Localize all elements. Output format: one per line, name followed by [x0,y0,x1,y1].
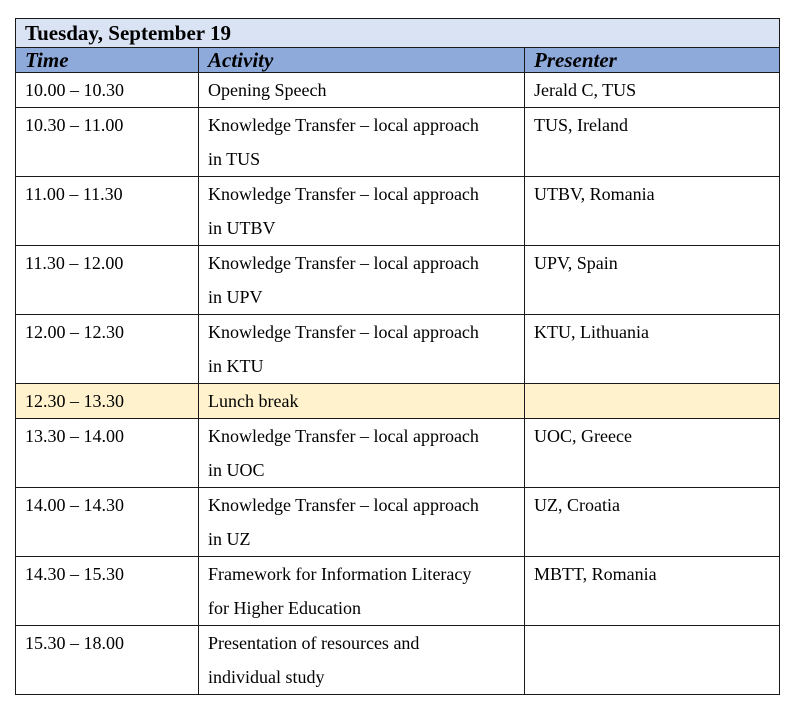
time-cell: 10.30 – 11.00 [16,108,199,177]
presenter-cell: Jerald C, TUS [525,73,780,108]
presenter-cell: KTU, Lithuania [525,315,780,384]
activity-cell: Knowledge Transfer – local approach in TUS [199,108,525,177]
presenter-cell: UZ, Croatia [525,488,780,557]
activity-cell: Framework for Information Literacy for Higher Education [199,557,525,626]
presenter-cell: MBTT, Romania [525,557,780,626]
activity-cell: Knowledge Transfer – local approach in UZ [199,488,525,557]
table-row [16,177,780,246]
lunch-break-row [16,384,780,419]
table-row [16,626,780,695]
presenter-cell: TUS, Ireland [525,108,780,177]
activity-cell: Presentation of resources and individual study [199,626,525,695]
activity-cell: Knowledge Transfer – local approach in KTU [199,315,525,384]
day-title-row [16,19,780,48]
header-time: Time [16,48,199,73]
table-row [16,419,780,488]
table-row [16,108,780,177]
time-cell: 11.00 – 11.30 [16,177,199,246]
activity-cell: Lunch break [199,384,525,419]
presenter-cell [525,384,780,419]
header-presenter: Presenter [525,48,780,73]
table-row [16,488,780,557]
schedule-table [15,18,780,695]
time-cell: 14.00 – 14.30 [16,488,199,557]
time-cell: 10.00 – 10.30 [16,73,199,108]
header-activity: Activity [199,48,525,73]
table-row [16,73,780,108]
activity-cell: Opening Speech [199,73,525,108]
table-row [16,557,780,626]
time-cell: 11.30 – 12.00 [16,246,199,315]
day-title: Tuesday, September 19 [16,19,780,48]
table-row [16,246,780,315]
presenter-cell [525,626,780,695]
presenter-cell: UOC, Greece [525,419,780,488]
table-row [16,315,780,384]
presenter-cell: UTBV, Romania [525,177,780,246]
column-header-row [16,48,780,73]
activity-cell: Knowledge Transfer – local approach in UPV [199,246,525,315]
time-cell: 14.30 – 15.30 [16,557,199,626]
time-cell: 12.00 – 12.30 [16,315,199,384]
time-cell: 13.30 – 14.00 [16,419,199,488]
time-cell: 15.30 – 18.00 [16,626,199,695]
time-cell: 12.30 – 13.30 [16,384,199,419]
activity-cell: Knowledge Transfer – local approach in UTBV [199,177,525,246]
presenter-cell: UPV, Spain [525,246,780,315]
activity-cell: Knowledge Transfer – local approach in UOC [199,419,525,488]
